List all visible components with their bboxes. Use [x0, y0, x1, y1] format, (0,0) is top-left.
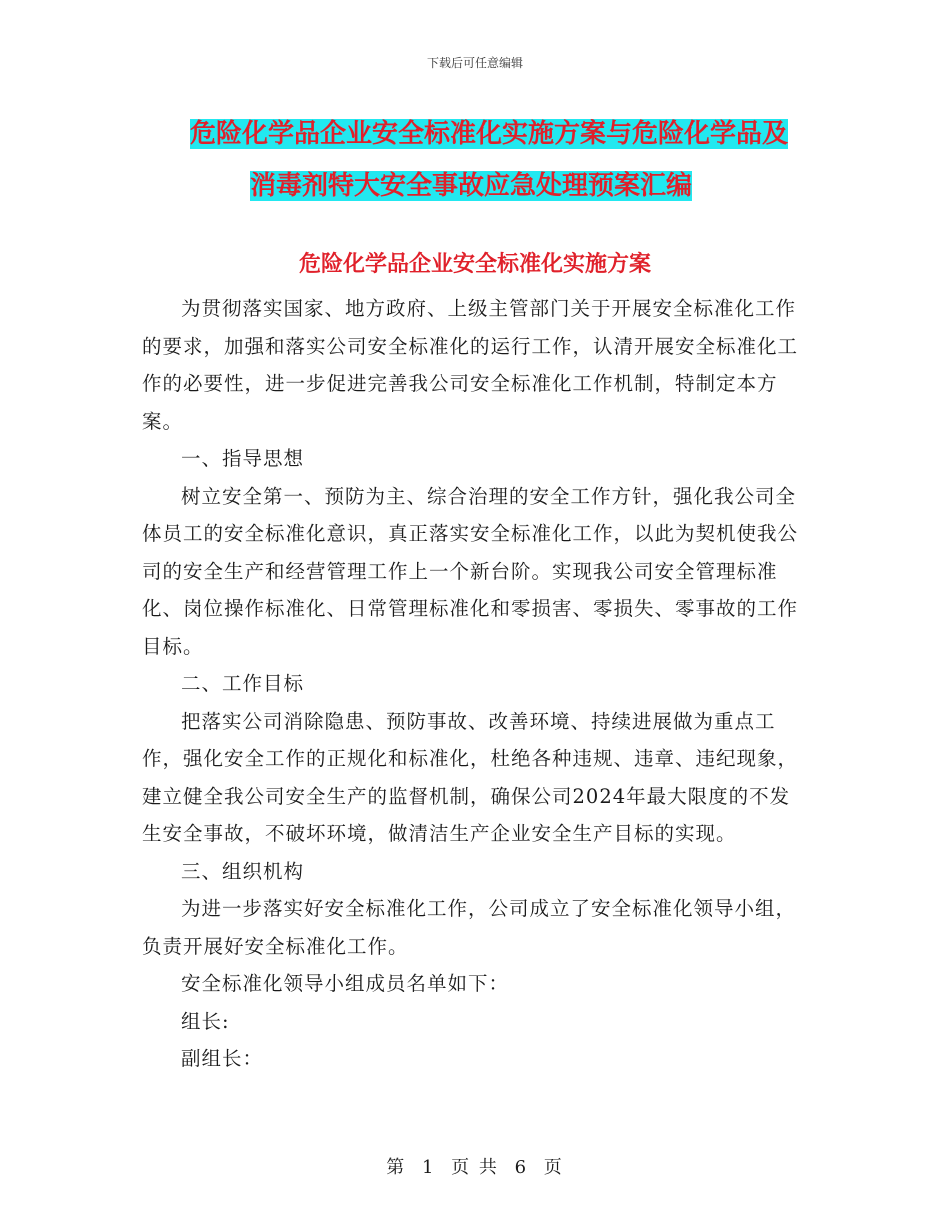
document-title	[190, 108, 830, 212]
paragraph-intro: 为贯彻落实国家、地方政府、上级主管部门关于开展安全标准化工作的要求，加强和落实公司安全标准化的运行工作，认清开展安全标准化工作的必要性，进一步促进完善我公司安全标准化工作机制，特制定本方案。	[142, 297, 799, 433]
footer-suffix: 页	[543, 1157, 564, 1178]
heading-work-goals: 二、工作目标	[181, 672, 305, 695]
section-title: 危险化学品企业安全标准化实施方案	[298, 252, 651, 277]
paragraph-organization: 为进一步落实好安全标准化工作，公司成立了安全标准化领导小组，负责开展好安全标准化工作。	[142, 897, 797, 958]
paragraph-deputy-leader: 副组长：	[181, 1047, 264, 1070]
page-footer	[0, 1153, 950, 1179]
page-total: 6	[514, 1157, 529, 1178]
document-body	[142, 290, 808, 1078]
paragraph-leader: 组长:	[181, 1009, 230, 1033]
footer-prefix: 第	[386, 1157, 407, 1178]
heading-guiding-ideology: 一、指导思想	[181, 447, 305, 470]
paragraph-guiding-ideology: 树立安全第一、预防为主、综合治理的安全工作方针，强化我公司全体员工的安全标准化意识，真正落实安全标准化工作，以此为契机使我公司的安全生产和经营管理工作上一个新台阶。实现我公司安全管理标准化、岗位操作标准化、日常管理标准化和零损害、零损失、零事故的工作目标。	[142, 484, 799, 658]
footer-middle: 页 共	[451, 1157, 499, 1178]
paragraph-work-goals: 把落实公司消除隐患、预防事故、改善环境、持续进展做为重点工作，强化安全工作的正规化和标准化，杜绝各种违规、违章、违纪现象，建立健全我公司安全生产的监督机制，确保公司2024年最大限度的不发生安全事故，不破坏环境，做清洁生产企业安全生产目标的实现。	[142, 709, 799, 845]
title-line-2: 消毒剂特大安全事故应急处理预案汇编	[250, 171, 693, 201]
heading-organization: 三、组织机构	[181, 859, 305, 883]
paragraph-member-list: 安全标准化领导小组成员名单如下：	[181, 972, 510, 995]
page-number: 1	[421, 1157, 436, 1178]
header-note: 下载后可任意编辑	[426, 56, 523, 70]
title-line-1: 危险化学品企业安全标准化实施方案与危险化学品及	[190, 119, 789, 149]
